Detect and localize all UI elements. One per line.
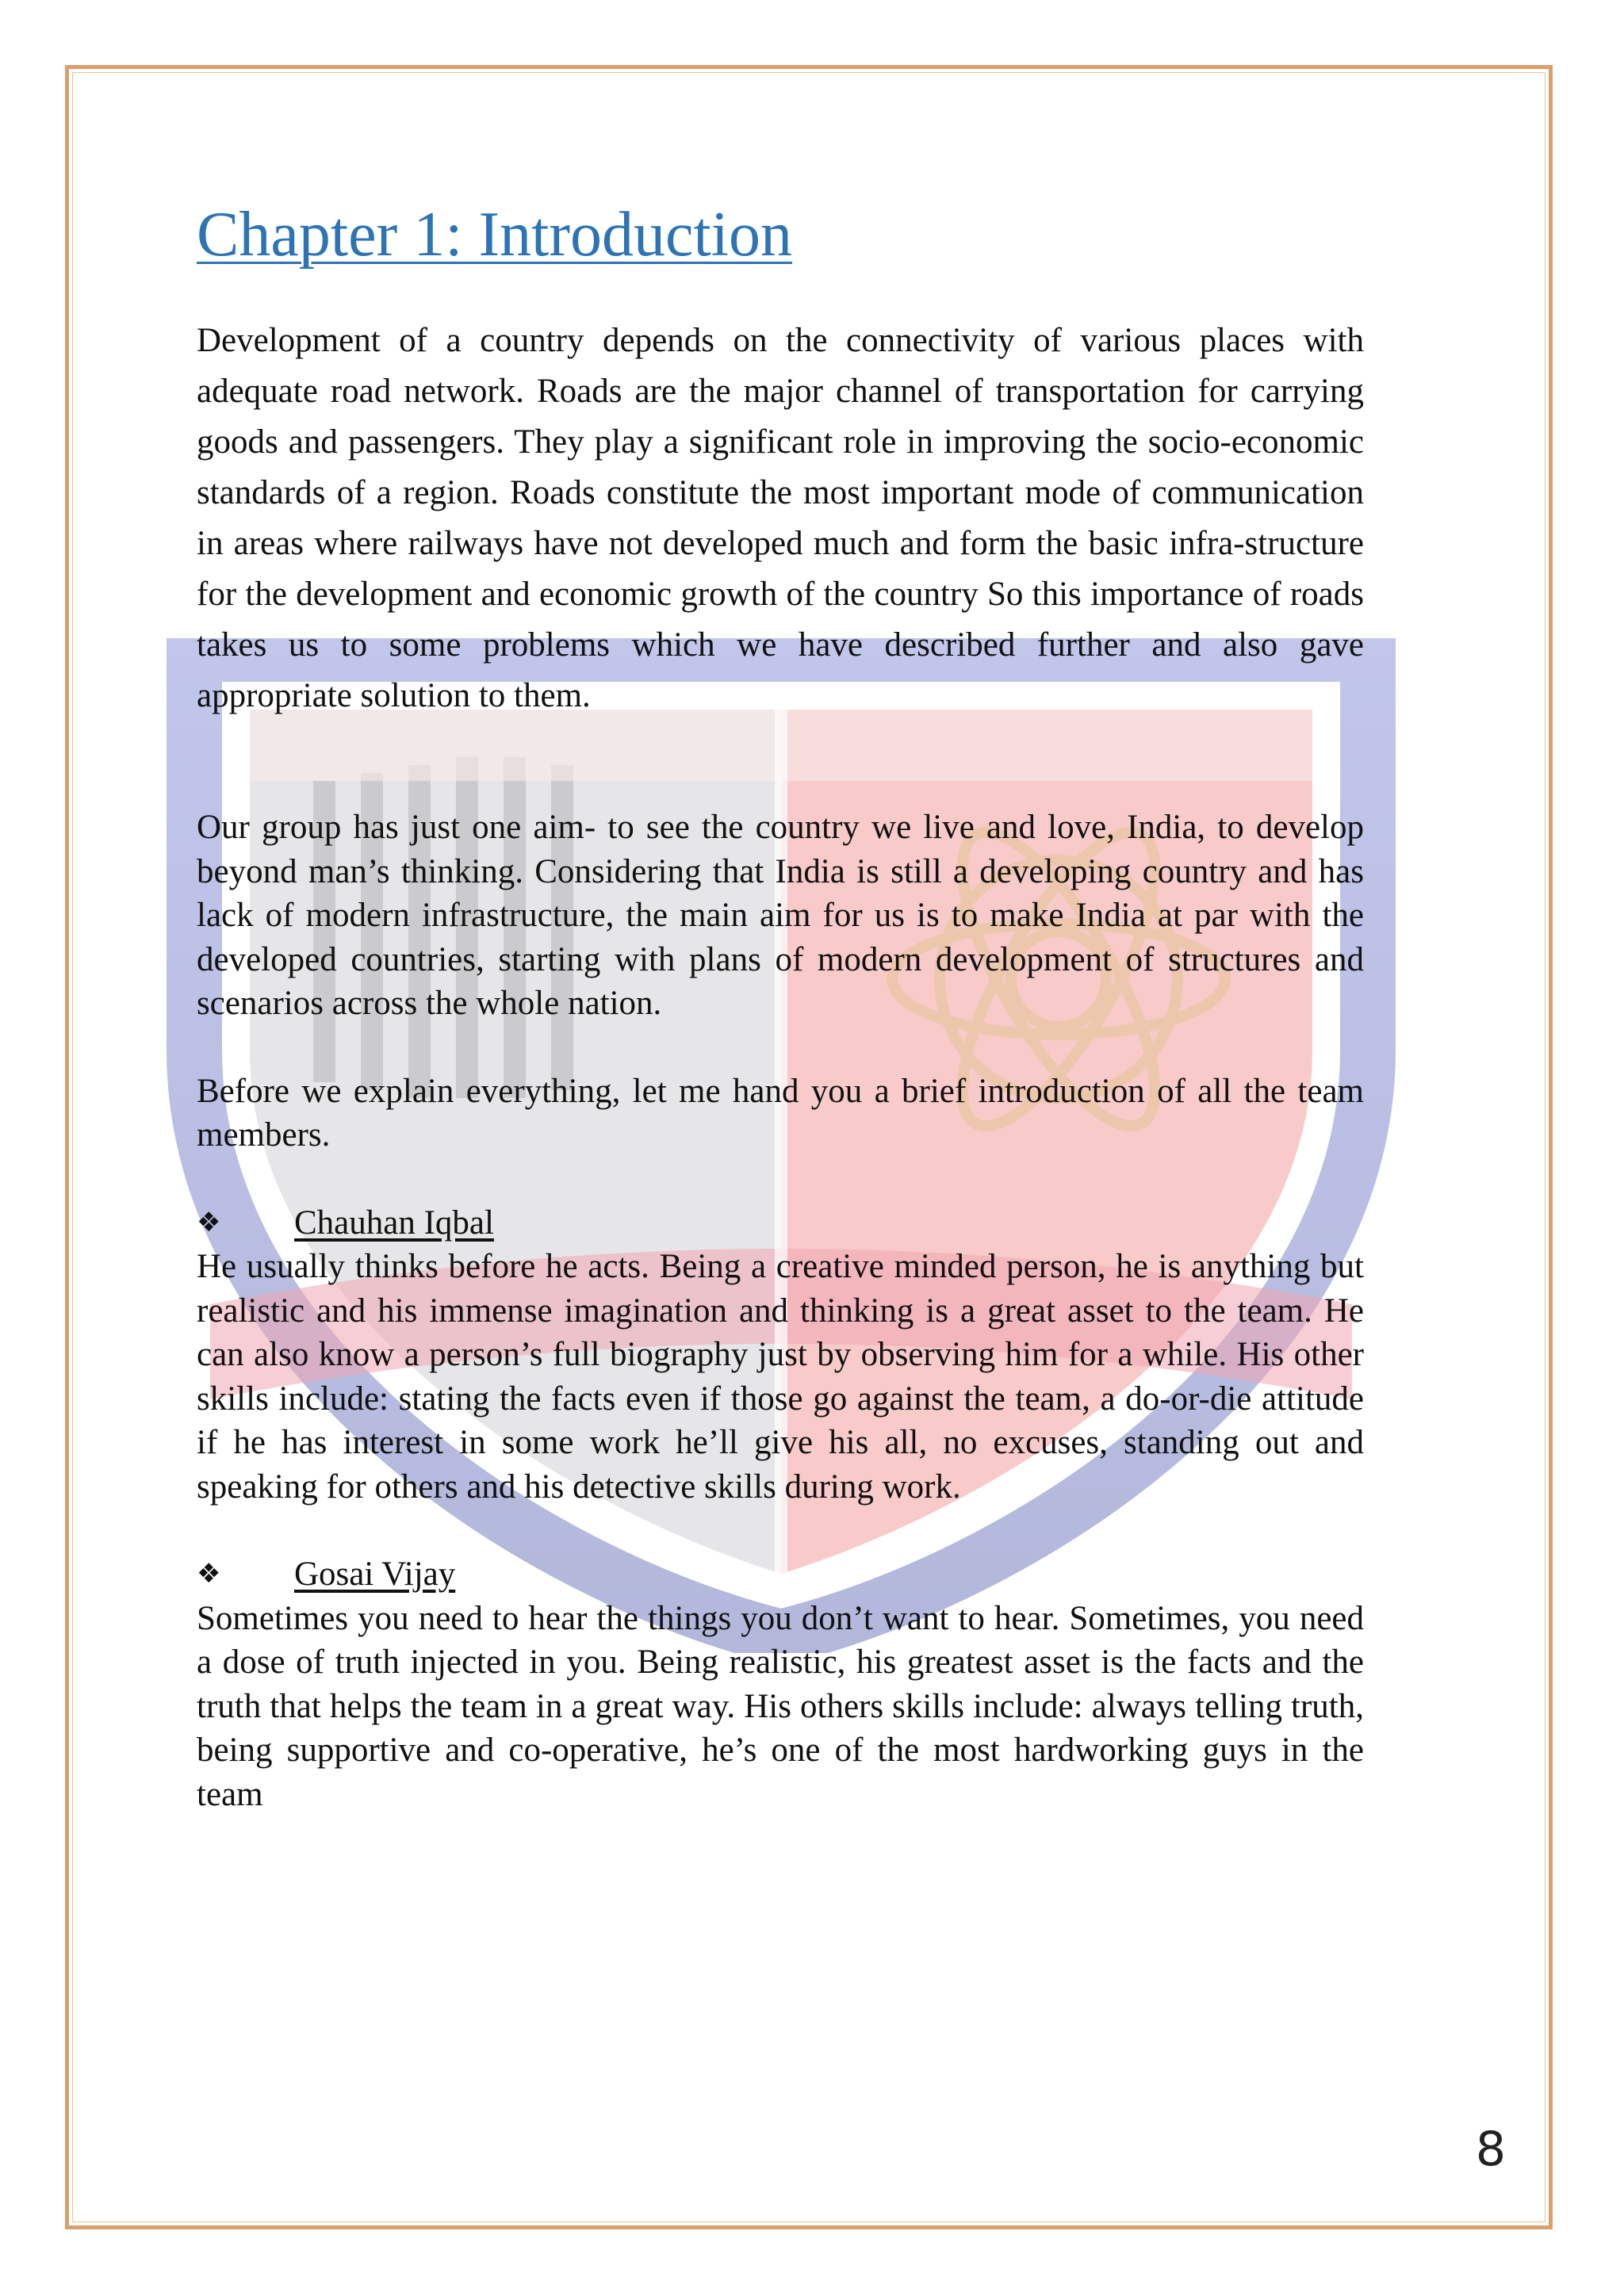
member-name: Gosai Vijay	[294, 1556, 456, 1593]
member-heading	[197, 1552, 1364, 1597]
aim-paragraph: Our group has just one aim- to see the country we live and love, India, to develop beyond man’s thinking. Considering that India is still a developing country and has lack of modern infrastructure, the main aim for us is to make India at par with the developed countries, starting with plans of modern development of structures and scenarios across the whole nation.	[197, 809, 1364, 1022]
team-intro-paragraph: Before we explain everything, let me hand you a brief introduction of all the team members.	[197, 1072, 1364, 1154]
development-paragraph: Development of a country depends on the connectivity of various places with adequate road network. Roads are the major channel of transportation for carrying goods and passengers. They play a significant role in improving the socio-economic standards of a region. Roads constitute the most important mode of communication in areas where railways have not developed much and form the basic infra-structure for the development and economic growth of the country So this importance of roads takes us to some problems which we have described further and also gave appropriate solution to them.	[197, 322, 1364, 714]
diamond-bullet-icon: ❖	[197, 1206, 221, 1238]
page-number: 8	[1475, 2122, 1507, 2177]
member-name: Chauhan Iqbal	[294, 1203, 494, 1242]
member-heading	[197, 1201, 1364, 1246]
chapter-title: Chapter 1: Introduction	[197, 200, 792, 270]
member-description: He usually thinks before he acts. Being a creative minded person, he is anything but realistic and his immense imagination and thinking is a great asset to the team. He can also know a person’s full biography just by observing him for a while. His other skills include: stating the facts even if those go against the team, a do-or-die attitude if he has interest in some work he’ll give his all, no excuses, standing out and speaking for others and his detective skills during work.	[197, 1248, 1364, 1506]
member-description: Sometimes you need to hear the things you don’t want to hear. Sometimes, you need a dose of truth injected in you. Being realistic, his greatest asset is the facts and the truth that helps the team in a great way. His others skills include: always telling truth, being supportive and co-operative, he’s one of the most hardworking guys in the team	[197, 1599, 1364, 1813]
diamond-bullet-icon: ❖	[197, 1558, 221, 1590]
page-content	[197, 190, 1364, 1816]
